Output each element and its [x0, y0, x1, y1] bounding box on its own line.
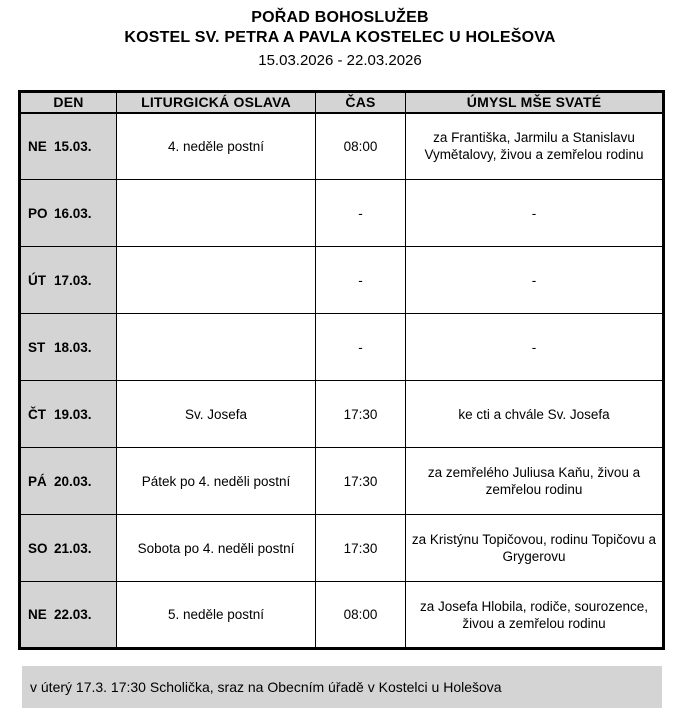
- time-cell: 08:00: [316, 113, 406, 180]
- time-cell: 08:00: [316, 582, 406, 649]
- celebration-cell: [117, 180, 316, 247]
- day-date: 15.03.: [54, 138, 92, 154]
- day-cell: [20, 314, 117, 381]
- table-row: [20, 515, 664, 582]
- mass-schedule-table: [18, 90, 665, 650]
- day-abbr: NE: [28, 138, 47, 154]
- day-abbr: PÁ: [28, 473, 47, 489]
- page-title: POŘAD BOHOSLUŽEB: [251, 9, 429, 26]
- celebration-cell: 5. neděle postní: [117, 582, 316, 649]
- intention-cell: za Josefa Hlobila, rodiče, sourozence, živou a zemřelou rodinu: [406, 582, 664, 649]
- table-row: [20, 314, 664, 381]
- day-abbr: ÚT: [28, 272, 46, 288]
- table-row: [20, 381, 664, 448]
- footer-note-text: v úterý 17.3. 17:30 Scholička, sraz na Obecním úřadě v Kostelci u Holešova: [30, 679, 502, 695]
- day-abbr: ČT: [28, 406, 46, 422]
- day-date: 19.03.: [54, 406, 92, 422]
- column-header-time: ČAS: [316, 92, 406, 113]
- table-row: [20, 448, 664, 515]
- church-name: KOSTEL SV. PETRA A PAVLA KOSTELEC U HOLEŠOVA: [124, 29, 556, 46]
- intention-cell: za zemřelého Juliusa Kaňu, živou a zemřelou rodinu: [406, 448, 664, 515]
- celebration-cell: Sobota po 4. neděli postní: [117, 515, 316, 582]
- day-date: 21.03.: [54, 540, 92, 556]
- day-cell: [20, 448, 117, 515]
- day-date: 17.03.: [54, 272, 92, 288]
- document-header: [0, 0, 680, 71]
- intention-cell: za Kristýnu Topičovou, rodinu Topičovu a Grygerovu: [406, 515, 664, 582]
- day-cell: [20, 113, 117, 180]
- time-cell: -: [316, 247, 406, 314]
- day-cell: [20, 180, 117, 247]
- table-row: [20, 582, 664, 649]
- day-date: 22.03.: [54, 607, 92, 622]
- day-date: 16.03.: [54, 205, 92, 221]
- day-abbr: NE: [28, 607, 47, 622]
- day-abbr: ST: [28, 339, 46, 355]
- table-row: [20, 180, 664, 247]
- time-cell: -: [316, 180, 406, 247]
- table-row: [20, 247, 664, 314]
- date-range: 15.03.2026 - 22.03.2026: [258, 52, 422, 69]
- column-header-intention: ÚMYSL MŠE SVATÉ: [406, 92, 664, 113]
- celebration-cell: [117, 247, 316, 314]
- day-cell: [20, 247, 117, 314]
- intention-cell: za Františka, Jarmilu a Stanislavu Vymětalovy, živou a zemřelou rodinu: [406, 113, 664, 180]
- intention-cell: -: [406, 180, 664, 247]
- time-cell: 17:30: [316, 515, 406, 582]
- footer-note: [22, 666, 662, 708]
- time-cell: -: [316, 314, 406, 381]
- time-cell: 17:30: [316, 381, 406, 448]
- intention-cell: ke cti a chvále Sv. Josefa: [406, 381, 664, 448]
- day-date: 20.03.: [54, 473, 92, 489]
- day-cell: [20, 582, 117, 649]
- column-header-day: DEN: [20, 92, 117, 113]
- day-abbr: PO: [28, 205, 48, 221]
- celebration-cell: Pátek po 4. neděli postní: [117, 448, 316, 515]
- intention-cell: -: [406, 314, 664, 381]
- day-abbr: SO: [28, 540, 48, 556]
- celebration-cell: 4. neděle postní: [117, 113, 316, 180]
- time-cell: 17:30: [316, 448, 406, 515]
- celebration-cell: Sv. Josefa: [117, 381, 316, 448]
- day-cell: [20, 381, 117, 448]
- celebration-cell: [117, 314, 316, 381]
- day-date: 18.03.: [54, 339, 92, 355]
- day-cell: [20, 515, 117, 582]
- intention-cell: -: [406, 247, 664, 314]
- table-header-row: [20, 92, 664, 113]
- column-header-celebration: LITURGICKÁ OSLAVA: [117, 92, 316, 113]
- table-row: [20, 113, 664, 180]
